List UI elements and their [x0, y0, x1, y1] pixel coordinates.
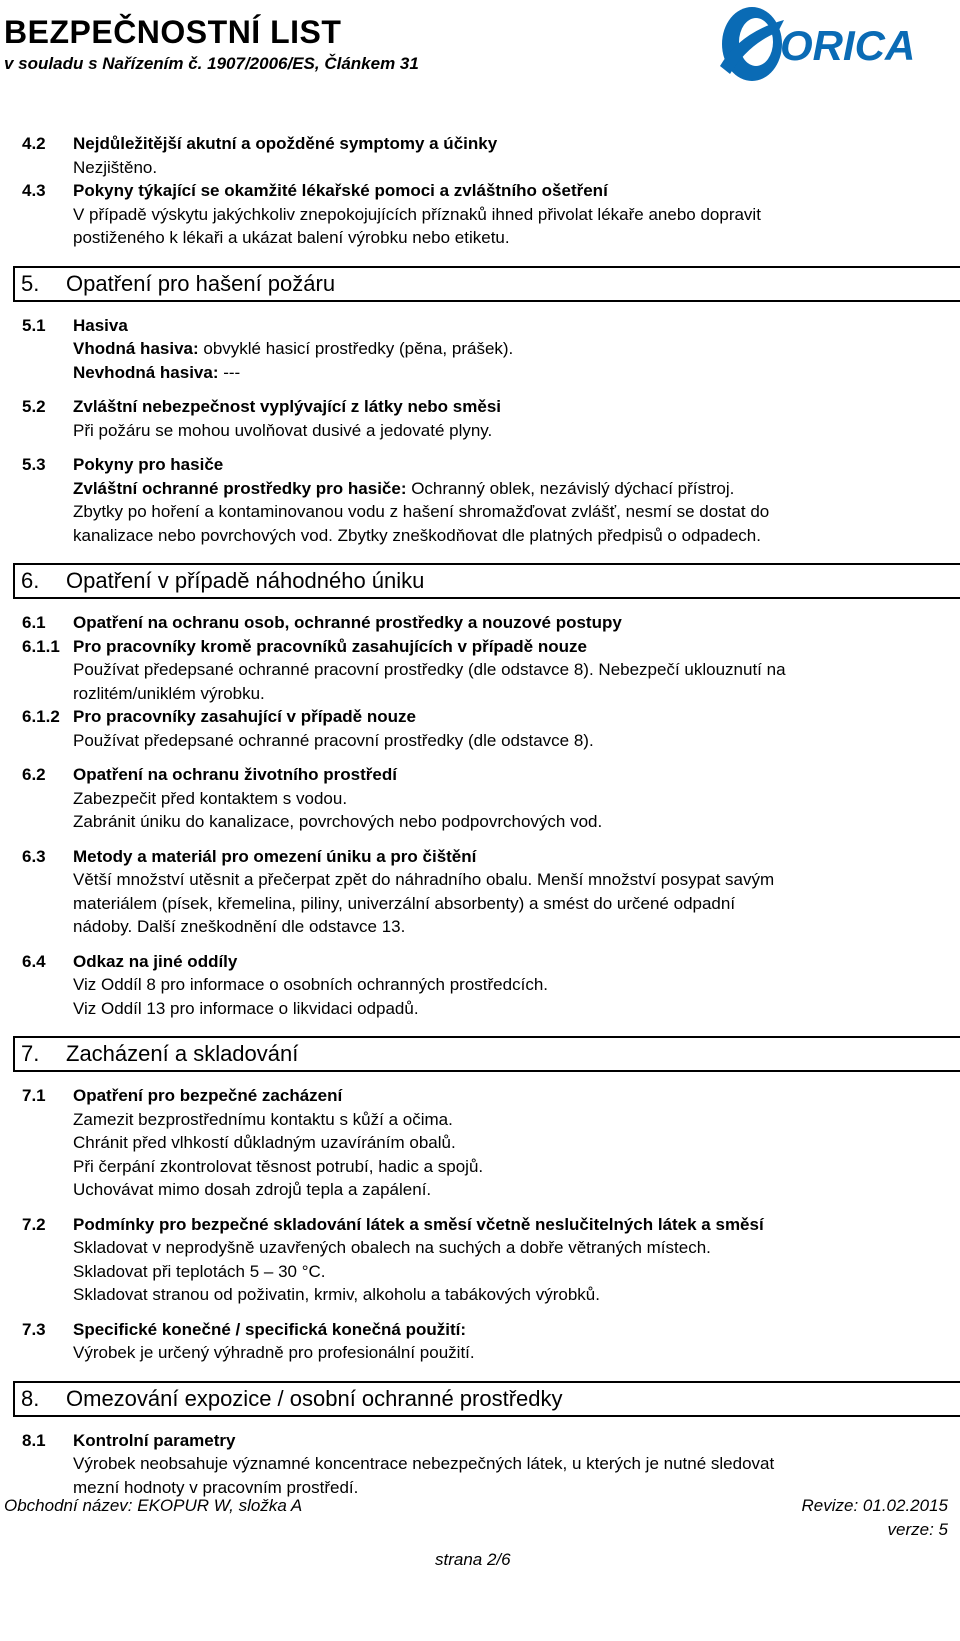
paragraph: Nezjištěno. — [73, 157, 158, 177]
section-title: Opatření pro hašení požáru — [66, 270, 336, 296]
product-name: Obchodní název: EKOPUR W, složka A — [4, 1496, 303, 1515]
paragraph-line: Větší množství utěsnit a přečerpat zpět do náhradního obalu. Menší množství posypat savým — [73, 870, 775, 889]
paragraph-line — [73, 477, 954, 501]
field-value: --- — [218, 362, 241, 382]
subsection-number: 7.1 — [22, 1086, 46, 1105]
paragraph-line: Skladovat v neprodyšně uzavřených obalech na suchých a dobře větraných místech. — [73, 1238, 711, 1257]
subsection-number: 6.1 — [22, 613, 46, 632]
paragraph-line: Chránit před vlhkostí důkladným uzavíráním obalů. — [73, 1133, 456, 1152]
paragraph: Výrobek je určený výhradně pro profesionální použití. — [73, 1343, 475, 1362]
paragraph-line: Zamezit bezprostřednímu kontaktu s kůží a očima. — [73, 1109, 453, 1129]
subsection-number: 6.3 — [22, 846, 46, 866]
paragraph-line: Používat předepsané ochranné pracovní prostředky (dle odstavce 8). Nebezpečí uklouznutí na — [73, 660, 786, 679]
subsection-6-1-2 — [22, 705, 954, 752]
subsection-number: 4.2 — [22, 134, 46, 153]
subsection-number: 8.1 — [22, 1430, 46, 1450]
section-header-5 — [13, 266, 960, 302]
section-number: 7. — [21, 1041, 40, 1066]
subsection-title: Opatření na ochranu životního prostředí — [73, 765, 397, 784]
subsection-title: Zvláštní nebezpečnost vyplývající z látky nebo směsi — [73, 397, 501, 416]
field-label: Zvláštní ochranné prostředky pro hasiče: — [73, 478, 407, 498]
paragraph-line: Skladovat stranou od poživatin, krmiv, alkoholu a tabákových výrobků. — [73, 1285, 600, 1304]
subsection-number: 6.4 — [22, 951, 46, 971]
paragraph-line: V případě výskytu jakýchkoliv znepokojujících příznaků ihned přivolat lékaře anebo dopravit — [73, 204, 761, 224]
subsection-6-3 — [22, 845, 954, 939]
document-body — [22, 132, 954, 1499]
subsection-number: 4.3 — [22, 181, 46, 200]
section-title: Opatření v případě náhodného úniku — [66, 568, 425, 593]
subsection-number: 5.3 — [22, 455, 46, 474]
subsection-title: Pokyny pro hasiče — [73, 455, 224, 474]
subsection-4-3 — [22, 179, 954, 250]
paragraph-line: mezní hodnoty v pracovním prostředí. — [73, 1477, 359, 1497]
subsection-title: Nejdůležitější akutní a opožděné symptomy a účinky — [73, 134, 498, 153]
subsection-4-2 — [22, 132, 954, 179]
subsection-number: 7.3 — [22, 1319, 46, 1339]
paragraph-line: Při čerpání zkontrolovat těsnost potrubí, hadic a spojů. — [73, 1156, 484, 1176]
paragraph-line: materiálem (písek, křemelina, piliny, univerzální absorbenty) a smést do určené odpadní — [73, 893, 736, 913]
paragraph-line: Skladovat při teplotách 5 – 30 °C. — [73, 1261, 326, 1281]
paragraph-line: Zbytky po hoření a kontaminovanou vodu z hašení shromažďovat zvlášť, nesmí se dostat do — [73, 502, 770, 521]
paragraph-line: nádoby. Další zneškodnění dle odstavce 13. — [73, 917, 406, 936]
section-number: 6. — [21, 568, 40, 593]
subsection-5-3 — [22, 453, 954, 547]
subsection-number: 6.1.1 — [22, 636, 60, 656]
subsection-number: 6.2 — [22, 765, 46, 784]
subsection-title: Opatření na ochranu osob, ochranné prostředky a nouzové postupy — [73, 613, 622, 632]
subsection-number: 6.1.2 — [22, 707, 60, 726]
subsection-6-1-1 — [22, 635, 954, 706]
field-value: Ochranný oblek, nezávislý dýchací přístroj. — [406, 478, 735, 498]
section-title: Omezování expozice / osobní ochranné prostředky — [66, 1385, 563, 1411]
section-header-8 — [13, 1381, 960, 1417]
subsection-6-2 — [22, 763, 954, 834]
field-label: Nevhodná hasiva: — [73, 362, 219, 382]
subsection-title: Metody a materiál pro omezení úniku a pro čištění — [73, 846, 477, 866]
paragraph-line: kanalizace nebo povrchových vod. Zbytky zneškodňovat dle platných předpisů o odpadech. — [73, 525, 761, 545]
subsection-number: 7.2 — [22, 1214, 46, 1234]
subsection-number: 5.1 — [22, 315, 46, 335]
paragraph-line: Zabránit úniku do kanalizace, povrchových nebo podpovrchových vod. — [73, 812, 603, 831]
section-header-6 — [13, 563, 960, 599]
section-number: 5. — [21, 270, 40, 296]
section-header-7 — [13, 1036, 960, 1072]
paragraph-line: Uchovávat mimo dosah zdrojů tepla a zapálení. — [73, 1180, 432, 1199]
paragraph-line: Viz Oddíl 13 pro informace o likvidaci odpadů. — [73, 998, 419, 1018]
subsection-title: Pokyny týkající se okamžité lékařské pomoci a zvláštního ošetření — [73, 181, 608, 200]
subsection-title: Kontrolní parametry — [73, 1430, 236, 1450]
paragraph: Při požáru se mohou uvolňovat dusivé a jedovaté plyny. — [73, 420, 493, 440]
section-number: 8. — [21, 1385, 40, 1411]
subsection-title: Pro pracovníky kromě pracovníků zasahujících v případě nouze — [73, 636, 587, 656]
paragraph-line: postiženého k lékaři a ukázat balení výrobku nebo etiketu. — [73, 228, 510, 247]
subsection-6-1 — [22, 611, 954, 635]
paragraph-line: Viz Oddíl 8 pro informace o osobních ochranných prostředcích. — [73, 975, 548, 994]
section-title: Zacházení a skladování — [66, 1041, 299, 1066]
document-subtitle: v souladu s Nařízením č. 1907/2006/ES, Článkem 31 — [4, 54, 419, 73]
subsection-6-4 — [22, 950, 954, 1021]
document-header — [0, 0, 960, 110]
subsection-7-1 — [22, 1084, 954, 1202]
field-value: obvyklé hasicí prostředky (pěna, prášek). — [198, 339, 514, 358]
field-label: Vhodná hasiva: — [73, 339, 199, 358]
paragraph-line: rozlitém/uniklém výrobku. — [73, 683, 265, 703]
subsection-title: Specifické konečné / specifická konečná použití: — [73, 1319, 467, 1339]
subsection-title: Hasiva — [73, 315, 128, 335]
subsection-5-1 — [22, 314, 954, 385]
paragraph: Používat předepsané ochranné pracovní prostředky (dle odstavce 8). — [73, 730, 594, 750]
subsection-7-3 — [22, 1318, 954, 1365]
paragraph-line: Výrobek neobsahuje významné koncentrace nebezpečných látek, u kterých je nutné sledovat — [73, 1454, 775, 1473]
subsection-7-2 — [22, 1213, 954, 1307]
subsection-title: Pro pracovníky zasahující v případě nouze — [73, 707, 416, 726]
svg-text:ORICA: ORICA — [780, 22, 916, 69]
subsection-title: Odkaz na jiné oddíly — [73, 951, 238, 971]
subsection-title: Opatření pro bezpečné zacházení — [73, 1086, 343, 1105]
paragraph-line — [73, 337, 954, 361]
subsection-5-2 — [22, 395, 954, 442]
paragraph-line: Zabezpečit před kontaktem s vodou. — [73, 788, 348, 808]
subsection-title: Podmínky pro bezpečné skladování látek a směsí včetně neslučitelných látek a směsí — [73, 1214, 764, 1234]
orica-logo — [712, 2, 957, 88]
paragraph-line — [73, 361, 954, 385]
document-title: BEZPEČNOSTNÍ LIST — [4, 14, 342, 50]
subsection-8-1 — [22, 1429, 954, 1500]
document-footer — [0, 1496, 960, 1636]
page-number: strana 2/6 — [435, 1550, 511, 1569]
revision-date: Revize: 01.02.2015 — [801, 1496, 948, 1515]
subsection-number: 5.2 — [22, 397, 46, 416]
version-number: verze: 5 — [887, 1520, 948, 1539]
